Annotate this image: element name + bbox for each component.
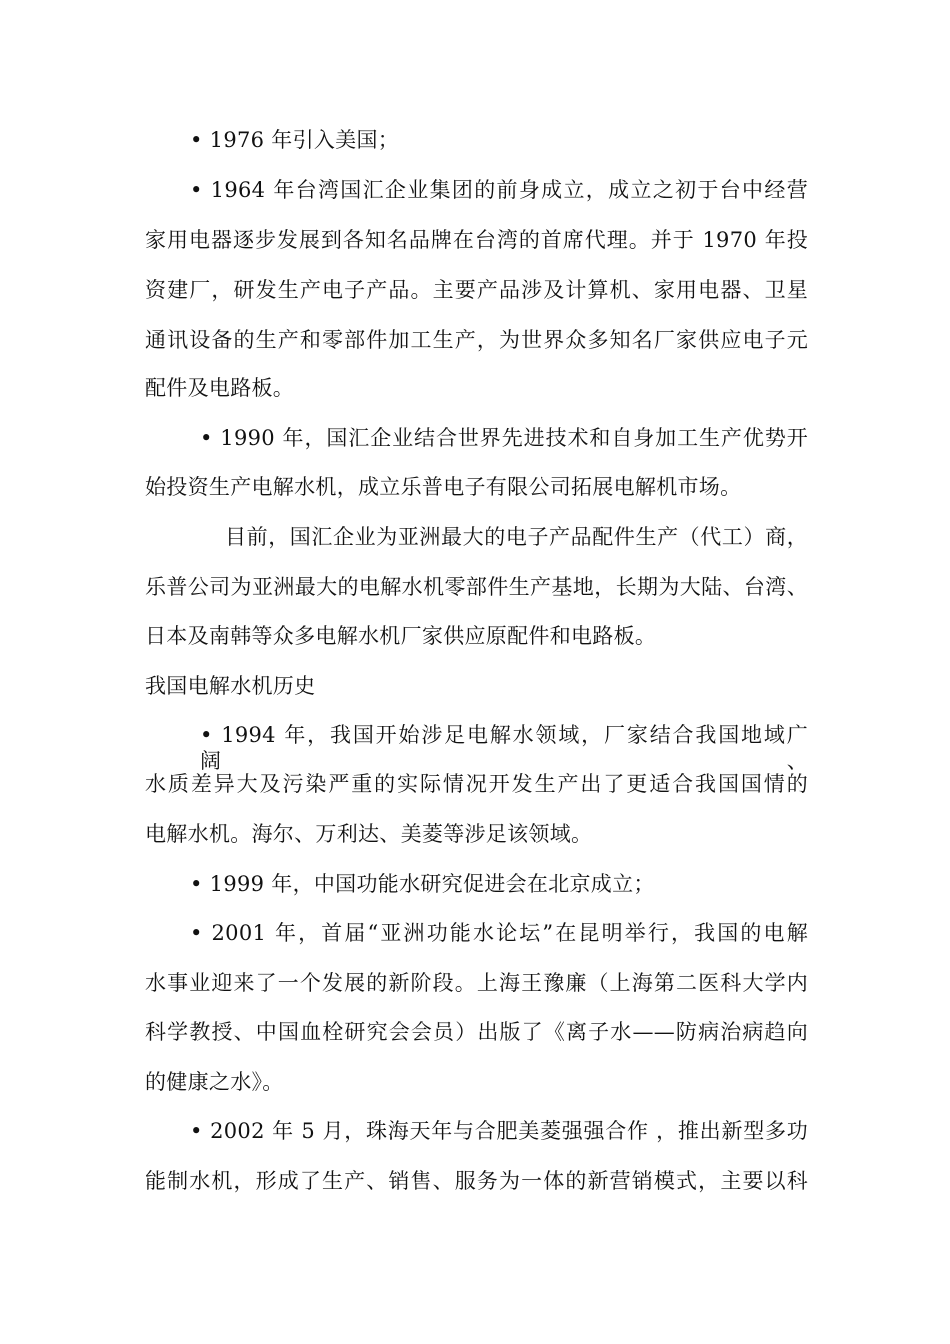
bullet-line-1976: • 1976 年引入美国； — [190, 128, 400, 152]
paragraph-line: 通讯设备的生产和零部件加工生产，为世界众多知名厂家供应电子元 — [145, 328, 808, 352]
paragraph-line: 水事业迎来了一个发展的新阶段。上海王豫廉（上海第二医科大学内 — [145, 971, 808, 995]
paragraph-line: 水质差异大及污染严重的实际情况开发生产出了更适合我国国情的 — [145, 772, 808, 796]
bullet-line-1964: • 1964 年台湾国汇企业集团的前身成立，成立之初于台中经营 — [190, 178, 808, 202]
paragraph-line: 的健康之水》。 — [145, 1070, 284, 1094]
paragraph-line: 科学教授、中国血栓研究会会员）出版了《离子水——防病治病趋向 — [145, 1020, 808, 1044]
paragraph-line-indented: 目前，国汇企业为亚洲最大的电子产品配件生产（代工）商， — [225, 525, 808, 549]
paragraph-line: 家用电器逐步发展到各知名品牌在台湾的首席代理。并于 1970 年投 — [145, 228, 808, 252]
bullet-line-2002: • 2002 年 5 月，珠海天年与合肥美菱强强合作 ，推出新型多功 — [190, 1119, 808, 1143]
bullet-line-2001: • 2001 年，首届“亚洲功能水论坛”在昆明举行，我国的电解 — [190, 921, 808, 945]
bullet-line-1990: • 1990 年，国汇企业结合世界先进技术和自身加工生产优势开 — [200, 426, 808, 450]
paragraph-line: 能制水机，形成了生产、销售、服务为一体的新营销模式，主要以科 — [145, 1169, 808, 1193]
bullet-line-1994: • 1994 年，我国开始涉足电解水领域，厂家结合我国地域广阔、 — [200, 723, 808, 773]
paragraph-line: 电解水机。海尔、万利达、美菱等涉足该领域。 — [145, 822, 593, 846]
section-heading: 我国电解水机历史 — [145, 674, 316, 698]
bullet-line-1999: • 1999 年，中国功能水研究促进会在北京成立； — [190, 872, 655, 896]
paragraph-line: 资建厂，研发生产电子产品。主要产品涉及计算机、家用电器、卫星 — [145, 278, 808, 302]
paragraph-line: 乐普公司为亚洲最大的电解水机零部件生产基地，长期为大陆、台湾、 — [145, 575, 808, 599]
paragraph-line: 日本及南韩等众多电解水机厂家供应原配件和电路板。 — [145, 624, 657, 648]
paragraph-line: 配件及电路板。 — [145, 376, 295, 400]
paragraph-line: 始投资生产电解水机，成立乐普电子有限公司拓展电解机市场。 — [145, 475, 742, 499]
